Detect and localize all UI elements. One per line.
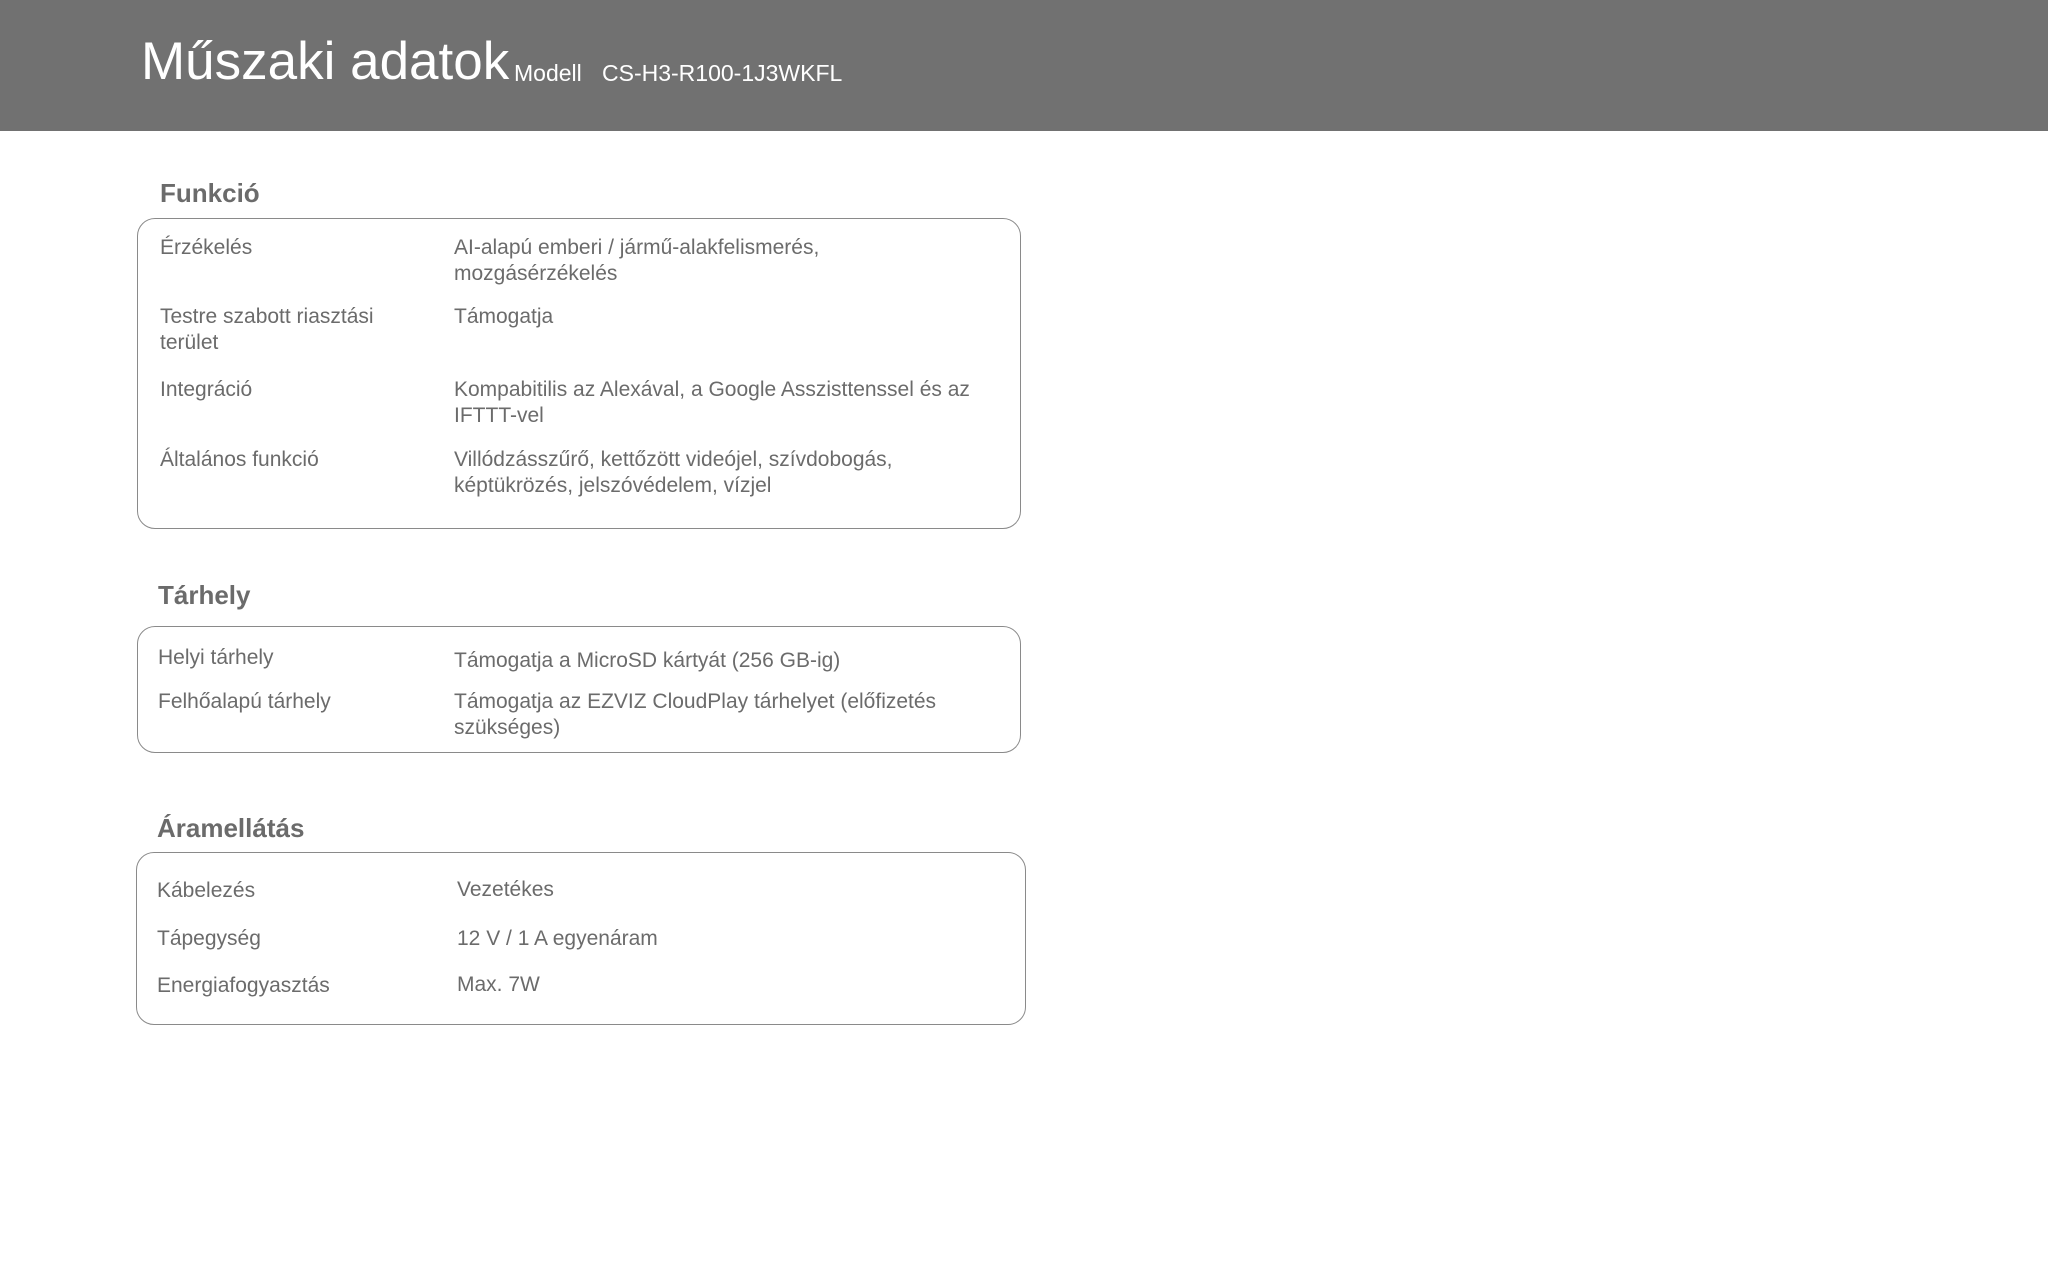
spec-label: Integráció: [160, 378, 253, 401]
spec-label: Helyi tárhely: [158, 646, 274, 669]
spec-label: Testre szabott riasztási terület: [160, 305, 374, 354]
spec-value: Vezetékes: [457, 878, 554, 901]
spec-label: Általános funkció: [160, 448, 319, 471]
spec-label: Tápegység: [157, 927, 261, 950]
spec-value: 12 V / 1 A egyenáram: [457, 927, 658, 950]
header-bar: [0, 0, 2048, 131]
page-title: Műszaki adatok: [141, 32, 510, 91]
section-title-tarhely: Tárhely: [158, 580, 251, 610]
spec-label: Érzékelés: [160, 236, 253, 259]
spec-label: Felhőalapú tárhely: [158, 690, 331, 713]
spec-value: Támogatja: [454, 305, 554, 328]
model-value: CS-H3-R100-1J3WKFL: [602, 60, 843, 86]
section-title-aramellatas: Áramellátás: [157, 813, 305, 843]
spec-value: Villódzásszűrő, kettőzött videójel, szívdobogás, képtükrözés, jelszóvédelem, vízjel: [454, 448, 893, 497]
spec-value: Támogatja az EZVIZ CloudPlay tárhelyet (előfizetés szükséges): [454, 690, 937, 739]
spec-label: Kábelezés: [157, 879, 256, 902]
spec-label: Energiafogyasztás: [157, 974, 330, 997]
model-label: Modell: [514, 60, 582, 86]
spec-value: Támogatja a MicroSD kártyát (256 GB-ig): [454, 649, 841, 672]
spec-value: Kompabitilis az Alexával, a Google Asszisttenssel és az IFTTT-vel: [454, 378, 970, 427]
section-title-funkcio: Funkció: [160, 178, 260, 208]
spec-value: Max. 7W: [457, 973, 540, 996]
spec-value: AI-alapú emberi / jármű-alakfelismerés, mozgásérzékelés: [454, 236, 820, 285]
